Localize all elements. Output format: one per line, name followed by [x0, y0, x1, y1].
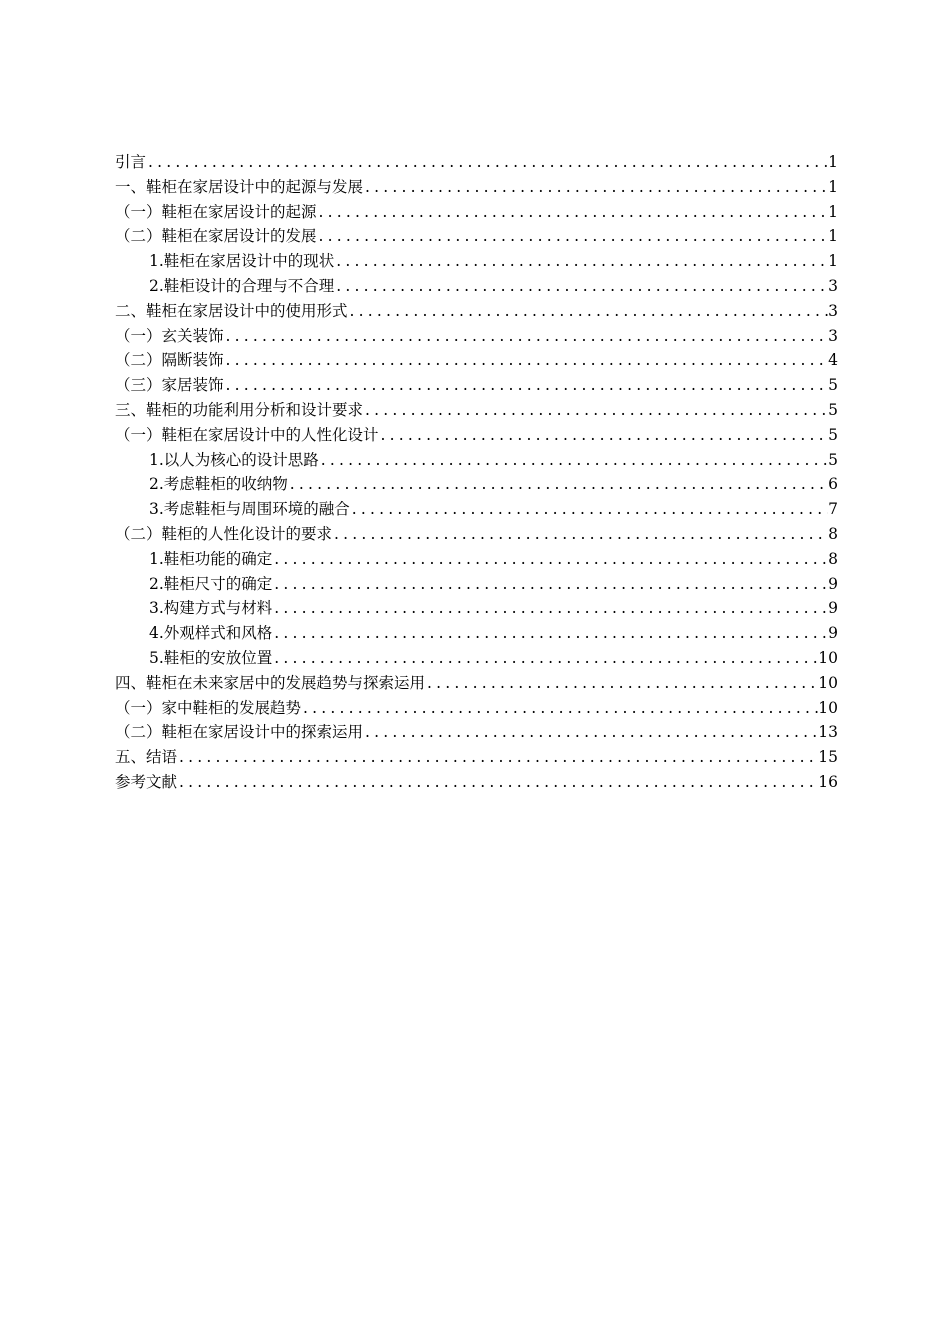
toc-entry-title: （二）鞋柜在家居设计中的探索运用 — [115, 723, 364, 742]
toc-entry[interactable] — [115, 770, 838, 795]
toc-entry-title: 2.鞋柜尺寸的确定 — [149, 574, 273, 593]
toc-dot-leader — [177, 745, 818, 770]
toc-entry-title: （二）隔断装饰 — [115, 351, 224, 370]
toc-entry-page-number: 1 — [828, 252, 838, 271]
toc-entry-title: 一、鞋柜在家居设计中的起源与发展 — [115, 177, 364, 196]
toc-entry[interactable] — [115, 448, 838, 473]
toc-entry[interactable] — [115, 646, 838, 671]
toc-entry[interactable] — [115, 249, 838, 274]
toc-entry[interactable] — [115, 175, 838, 200]
toc-entry[interactable] — [115, 200, 838, 225]
toc-entry[interactable] — [115, 398, 838, 423]
toc-entry-page-number: 1 — [828, 227, 838, 246]
toc-entry-page-number: 4 — [828, 351, 838, 370]
toc-entry-page-number: 1 — [828, 153, 838, 171]
toc-entry[interactable] — [115, 720, 838, 745]
toc-dot-leader — [146, 150, 828, 175]
toc-dot-leader — [317, 200, 829, 225]
toc-entry-page-number: 3 — [828, 326, 838, 345]
toc-entry-title: （三）家居装饰 — [115, 376, 224, 395]
toc-dot-leader — [272, 572, 828, 597]
toc-entry[interactable] — [115, 299, 838, 324]
toc-entry-title: （二）鞋柜的人性化设计的要求 — [115, 524, 333, 543]
toc-entry[interactable] — [115, 745, 838, 770]
toc-entry-page-number: 7 — [828, 500, 838, 519]
table-of-contents — [115, 150, 838, 795]
toc-entry-title: 2.考虑鞋柜的收纳物 — [149, 475, 288, 494]
toc-entry-title: 五、结语 — [115, 748, 178, 767]
toc-entry-page-number: 1 — [828, 202, 838, 221]
toc-entry-title: 4.外观样式和风格 — [149, 624, 273, 643]
toc-entry-page-number: 9 — [828, 599, 838, 618]
toc-entry-page-number: 3 — [828, 276, 838, 295]
toc-entry-title: （一）家中鞋柜的发展趋势 — [115, 698, 302, 717]
toc-entry[interactable] — [115, 572, 838, 597]
toc-entry[interactable] — [115, 150, 838, 175]
toc-dot-leader — [334, 274, 828, 299]
toc-entry[interactable] — [115, 373, 838, 398]
toc-entry-title: 四、鞋柜在未来家居中的发展趋势与探索运用 — [115, 673, 426, 692]
toc-entry-title: 三、鞋柜的功能利用分析和设计要求 — [115, 400, 364, 419]
toc-dot-leader — [379, 423, 829, 448]
toc-dot-leader — [301, 696, 818, 721]
toc-entry[interactable] — [115, 274, 838, 299]
toc-entry-title: 参考文献 — [115, 772, 178, 791]
toc-dot-leader — [224, 373, 829, 398]
toc-entry-page-number: 5 — [828, 425, 838, 444]
toc-entry-page-number: 10 — [818, 698, 838, 717]
toc-entry[interactable] — [115, 472, 838, 497]
toc-entry-title: 3.构建方式与材料 — [149, 599, 273, 618]
toc-entry-page-number: 5 — [828, 376, 838, 395]
toc-entry-page-number: 6 — [828, 475, 838, 494]
toc-entry-page-number: 5 — [828, 400, 838, 419]
toc-entry-title: （一）鞋柜在家居设计中的人性化设计 — [115, 425, 379, 444]
toc-entry-page-number: 15 — [818, 748, 838, 767]
toc-dot-leader — [348, 299, 829, 324]
toc-entry[interactable] — [115, 547, 838, 572]
toc-dot-leader — [317, 224, 829, 249]
toc-entry[interactable] — [115, 224, 838, 249]
toc-dot-leader — [272, 621, 828, 646]
toc-dot-leader — [363, 175, 828, 200]
toc-entry-page-number: 5 — [828, 450, 838, 469]
toc-entry-page-number: 8 — [828, 549, 838, 568]
toc-entry-title: 3.考虑鞋柜与周围环境的融合 — [149, 500, 350, 519]
toc-dot-leader — [332, 522, 828, 547]
toc-entry-title: 5.鞋柜的安放位置 — [149, 648, 273, 667]
toc-entry-title: 引言 — [115, 153, 147, 171]
toc-dot-leader — [224, 348, 829, 373]
toc-entry-title: 二、鞋柜在家居设计中的使用形式 — [115, 301, 348, 320]
toc-dot-leader — [272, 547, 828, 572]
toc-entry[interactable] — [115, 423, 838, 448]
toc-entry-title: 1.鞋柜在家居设计中的现状 — [149, 252, 335, 271]
toc-entry-title: 1.鞋柜功能的确定 — [149, 549, 273, 568]
toc-dot-leader — [319, 448, 828, 473]
toc-entry-title: 1.以人为核心的设计思路 — [149, 450, 319, 469]
toc-entry-page-number: 16 — [818, 772, 838, 791]
toc-entry-title: 2.鞋柜设计的合理与不合理 — [149, 276, 335, 295]
toc-entry-page-number: 9 — [828, 624, 838, 643]
toc-entry-page-number: 3 — [828, 301, 838, 320]
toc-entry-title: （一）鞋柜在家居设计的起源 — [115, 202, 317, 221]
toc-dot-leader — [425, 671, 818, 696]
toc-entry[interactable] — [115, 621, 838, 646]
toc-entry-page-number: 10 — [818, 673, 838, 692]
toc-entry-title: （一）玄关装饰 — [115, 326, 224, 345]
toc-dot-leader — [177, 770, 818, 795]
toc-entry[interactable] — [115, 671, 838, 696]
toc-entry[interactable] — [115, 348, 838, 373]
toc-dot-leader — [363, 398, 828, 423]
toc-dot-leader — [334, 249, 828, 274]
toc-entry[interactable] — [115, 522, 838, 547]
toc-entry[interactable] — [115, 324, 838, 349]
toc-entry-title: （二）鞋柜在家居设计的发展 — [115, 227, 317, 246]
toc-entry[interactable] — [115, 596, 838, 621]
toc-dot-leader — [272, 596, 828, 621]
toc-entry-page-number: 13 — [818, 723, 838, 742]
toc-dot-leader — [288, 472, 828, 497]
toc-entry-page-number: 1 — [828, 177, 838, 196]
toc-entry-page-number: 10 — [818, 648, 838, 667]
toc-dot-leader — [272, 646, 818, 671]
toc-entry-page-number: 9 — [828, 574, 838, 593]
toc-entry[interactable] — [115, 497, 838, 522]
toc-dot-leader — [363, 720, 818, 745]
toc-dot-leader — [224, 324, 829, 349]
toc-entry[interactable] — [115, 696, 838, 721]
toc-entry-page-number: 8 — [828, 524, 838, 543]
toc-dot-leader — [350, 497, 828, 522]
